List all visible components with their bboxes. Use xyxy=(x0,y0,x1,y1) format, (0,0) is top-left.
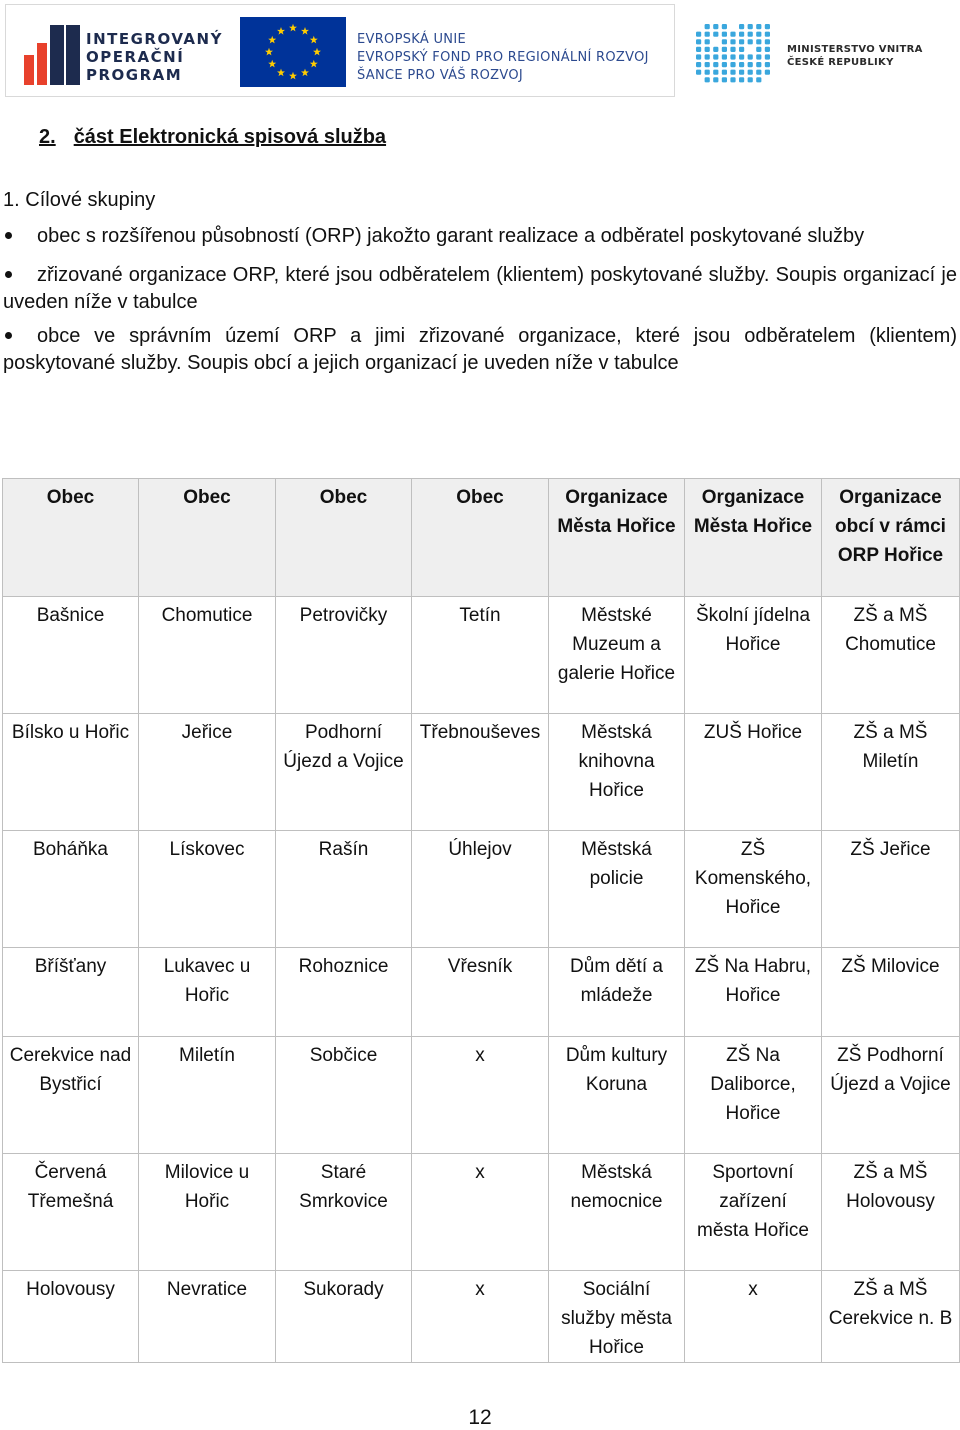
ministry-dot-icon xyxy=(705,54,710,59)
ministry-dot-icon xyxy=(739,39,744,44)
ministry-dot-icon xyxy=(748,70,753,75)
ministry-dot-icon xyxy=(756,32,761,37)
ministry-dot-icon xyxy=(730,32,735,37)
section-title-text: část Elektronická spisová služba xyxy=(73,126,387,148)
table-cell: Dům kultury Koruna xyxy=(549,1037,685,1154)
ministry-dot-icon xyxy=(730,77,735,82)
ministry-dot-icon xyxy=(756,24,761,29)
bullet-dot-icon xyxy=(5,232,12,239)
ministry-dot-icon xyxy=(713,47,718,52)
ministry-dot-icon xyxy=(739,54,744,59)
ministry-dot-icon xyxy=(696,32,701,37)
ministry-dot-icon xyxy=(756,39,761,44)
table-cell: Třebnouševes xyxy=(412,714,549,831)
iop-logo-icon xyxy=(22,21,82,85)
section-number: 2. xyxy=(39,126,56,148)
header-cell: Obec xyxy=(276,479,412,597)
ministry-dot-icon xyxy=(722,70,727,75)
table-row xyxy=(3,948,960,1037)
table-cell: ZŠ Milovice xyxy=(822,948,960,1037)
table-cell: Městská knihovna Hořice xyxy=(549,714,685,831)
ministry-dot-icon xyxy=(739,32,744,37)
table-row xyxy=(3,1271,960,1363)
ministry-dot-icon xyxy=(765,24,770,29)
ministry-dot-icon xyxy=(765,32,770,37)
iop-logo-line2: OPERAČNÍ xyxy=(86,48,185,66)
table-cell: ZŠ Jeřice xyxy=(822,831,960,948)
ministry-dot-icon xyxy=(722,62,727,67)
eu-logo-line3: ŠANCE PRO VÁŠ ROZVOJ xyxy=(357,68,524,83)
ministry-dot-icon xyxy=(765,47,770,52)
ministry-dot-icon xyxy=(765,62,770,67)
ministry-dot-icon xyxy=(705,77,710,82)
table-cell: Rašín xyxy=(276,831,412,948)
ministry-dot-icon xyxy=(722,24,727,29)
table-cell: Školní jídelna Hořice xyxy=(685,597,822,714)
table-cell: ZŠ Podhorní Újezd a Vojice xyxy=(822,1037,960,1154)
header-cell: Organizace Města Hořice xyxy=(549,479,685,597)
ministry-dot-icon xyxy=(705,24,710,29)
table-cell: Miletín xyxy=(139,1037,276,1154)
table-cell: Nevratice xyxy=(139,1271,276,1363)
bullet-text: obec s rozšířenou působností (ORP) jakožto garant realizace a odběratel poskytované služby xyxy=(37,225,865,247)
ministry-dot-icon xyxy=(705,32,710,37)
ministry-dot-icon xyxy=(730,54,735,59)
subheading xyxy=(3,189,155,212)
eu-logo-line2: EVROPSKÝ FOND PRO REGIONÁLNÍ ROZVOJ xyxy=(357,50,649,65)
ministry-dot-icon xyxy=(765,39,770,44)
bullet-dot-icon xyxy=(5,271,12,278)
ministry-dot-icon xyxy=(713,70,718,75)
ministry-dot-icon xyxy=(748,54,753,59)
bullet-text: zřizované organizace ORP, které jsou odběratelem (klientem) poskytované služby. Soupis organizací je uveden níže v tabulce xyxy=(3,264,957,313)
ministry-logo-line1: MINISTERSTVO VNITRA xyxy=(787,44,923,55)
table-cell: Červená Třemešná xyxy=(3,1154,139,1271)
ministry-dot-icon xyxy=(705,70,710,75)
ministry-dot-icon xyxy=(748,62,753,67)
iop-logo-line1: INTEGROVANÝ xyxy=(86,30,223,48)
table-cell: ZŠ a MŠ Holovousy xyxy=(822,1154,960,1271)
iop-logo-text xyxy=(86,30,223,84)
ministry-dot-icon xyxy=(748,39,753,44)
ministry-dot-icon xyxy=(730,39,735,44)
ministry-dot-icon xyxy=(730,47,735,52)
header-cell: Obec xyxy=(139,479,276,597)
ministry-dot-icon xyxy=(756,70,761,75)
table-row xyxy=(3,1154,960,1271)
table-cell: Petrovičky xyxy=(276,597,412,714)
table-cell: Sukorady xyxy=(276,1271,412,1363)
logo-band xyxy=(5,4,675,97)
subheading-number: 1. xyxy=(3,189,20,211)
table-cell: Cerekvice nad Bystřicí xyxy=(3,1037,139,1154)
ministry-dot-icon xyxy=(696,62,701,67)
table-cell: Jeřice xyxy=(139,714,276,831)
bullet-text-line2: poskytované služby. Soupis obcí a jejich organizací je uveden níže v tabulce xyxy=(3,352,679,374)
ministry-dot-icon xyxy=(739,47,744,52)
subheading-text: Cílové skupiny xyxy=(25,189,156,211)
ministry-dot-icon xyxy=(722,32,727,37)
table-cell: Městské Muzeum a galerie Hořice xyxy=(549,597,685,714)
ministry-logo-text xyxy=(787,43,923,69)
table-cell: Staré Smrkovice xyxy=(276,1154,412,1271)
ministry-dot-icon xyxy=(722,77,727,82)
ministry-dot-icon xyxy=(705,62,710,67)
ministry-dot-icon xyxy=(765,54,770,59)
ministry-dot-icon xyxy=(713,54,718,59)
table-cell: x xyxy=(685,1271,822,1363)
bullet-dot-icon xyxy=(5,332,12,339)
bullet-item xyxy=(3,223,957,250)
ministry-dot-icon xyxy=(696,54,701,59)
table-cell: Městská nemocnice xyxy=(549,1154,685,1271)
table-cell: Rohoznice xyxy=(276,948,412,1037)
table-cell: Lukavec u Hořic xyxy=(139,948,276,1037)
table-cell: Bašnice xyxy=(3,597,139,714)
table-cell: ZUŠ Hořice xyxy=(685,714,822,831)
ministry-dot-icon xyxy=(713,24,718,29)
ministry-dot-icon xyxy=(730,70,735,75)
table-cell: Vřesník xyxy=(412,948,549,1037)
ministry-dot-icon xyxy=(739,62,744,67)
table-cell: ZŠ Komenského, Hořice xyxy=(685,831,822,948)
table-cell: Bříšťany xyxy=(3,948,139,1037)
eu-logo-text xyxy=(357,31,649,85)
iop-logo-line3: PROGRAM xyxy=(86,66,183,84)
ministry-dot-icon xyxy=(748,24,753,29)
ministry-dot-icon xyxy=(713,32,718,37)
table-cell: Bílsko u Hořic xyxy=(3,714,139,831)
table-cell: Lískovec xyxy=(139,831,276,948)
ministry-dot-icon xyxy=(696,70,701,75)
page-number: 12 xyxy=(468,1406,492,1429)
table-cell: Holovousy xyxy=(3,1271,139,1363)
ministry-dot-icon xyxy=(696,39,701,44)
ministry-dot-icon xyxy=(756,54,761,59)
ministry-dot-icon xyxy=(748,77,753,82)
bullet-item xyxy=(3,262,957,316)
table-cell: Tetín xyxy=(412,597,549,714)
ministry-dot-icon xyxy=(705,47,710,52)
ministry-dot-icon xyxy=(756,47,761,52)
table-cell: ZŠ Na Daliborce, Hořice xyxy=(685,1037,822,1154)
ministry-dot-icon xyxy=(713,62,718,67)
table-cell: ZŠ a MŠ Miletín xyxy=(822,714,960,831)
header-cell: Organizace obcí v rámci ORP Hořice xyxy=(822,479,960,597)
ministry-dot-icon xyxy=(722,54,727,59)
table-cell: Milovice u Hořic xyxy=(139,1154,276,1271)
table-cell: Dům dětí a mládeže xyxy=(549,948,685,1037)
ministry-dot-icon xyxy=(722,47,727,52)
ministry-dot-icon xyxy=(765,70,770,75)
header-cell: Obec xyxy=(3,479,139,597)
table-row xyxy=(3,831,960,948)
table-cell: Sportovní zařízení města Hořice xyxy=(685,1154,822,1271)
header-cell: Obec xyxy=(412,479,549,597)
table-cell: ZŠ a MŠ Chomutice xyxy=(822,597,960,714)
bullet-item xyxy=(3,323,957,377)
ministry-logo-line2: ČESKÉ REPUBLIKY xyxy=(787,57,894,68)
eu-logo-line1: EVROPSKÁ UNIE xyxy=(357,32,466,47)
municipality-organizations-table xyxy=(2,478,960,1363)
table-cell: Podhorní Újezd a Vojice xyxy=(276,714,412,831)
ministry-dot-icon xyxy=(722,39,727,44)
ministry-dot-icon xyxy=(730,62,735,67)
table-row xyxy=(3,597,960,714)
table-cell: x xyxy=(412,1271,549,1363)
table-header-row xyxy=(3,479,960,597)
ministry-dot-icon xyxy=(713,77,718,82)
ministry-dot-icon xyxy=(696,47,701,52)
table-cell: ZŠ Na Habru, Hořice xyxy=(685,948,822,1037)
table-cell: ZŠ a MŠ Cerekvice n. B xyxy=(822,1271,960,1363)
ministry-dot-icon xyxy=(739,24,744,29)
ministry-logo-icon xyxy=(694,22,774,84)
table-cell: Sobčice xyxy=(276,1037,412,1154)
table-row xyxy=(3,1037,960,1154)
ministry-dot-icon xyxy=(748,32,753,37)
table-cell: Sociální služby města Hořice xyxy=(549,1271,685,1363)
ministry-dot-icon xyxy=(739,70,744,75)
table-cell: Úhlejov xyxy=(412,831,549,948)
ministry-dot-icon xyxy=(705,39,710,44)
header-cell: Organizace Města Hořice xyxy=(685,479,822,597)
eu-flag-icon xyxy=(240,17,346,87)
table-cell: x xyxy=(412,1037,549,1154)
ministry-dot-icon xyxy=(739,77,744,82)
bullet-text-line1: obce ve správním území ORP a jimi zřizované organizace, které jsou odběratelem (klientem) xyxy=(37,325,957,347)
ministry-dot-icon xyxy=(756,62,761,67)
table-cell: Boháňka xyxy=(3,831,139,948)
section-title xyxy=(39,126,386,149)
table-cell: x xyxy=(412,1154,549,1271)
table-row xyxy=(3,714,960,831)
ministry-dot-icon xyxy=(756,77,761,82)
table-cell: Chomutice xyxy=(139,597,276,714)
table-cell: Městská policie xyxy=(549,831,685,948)
